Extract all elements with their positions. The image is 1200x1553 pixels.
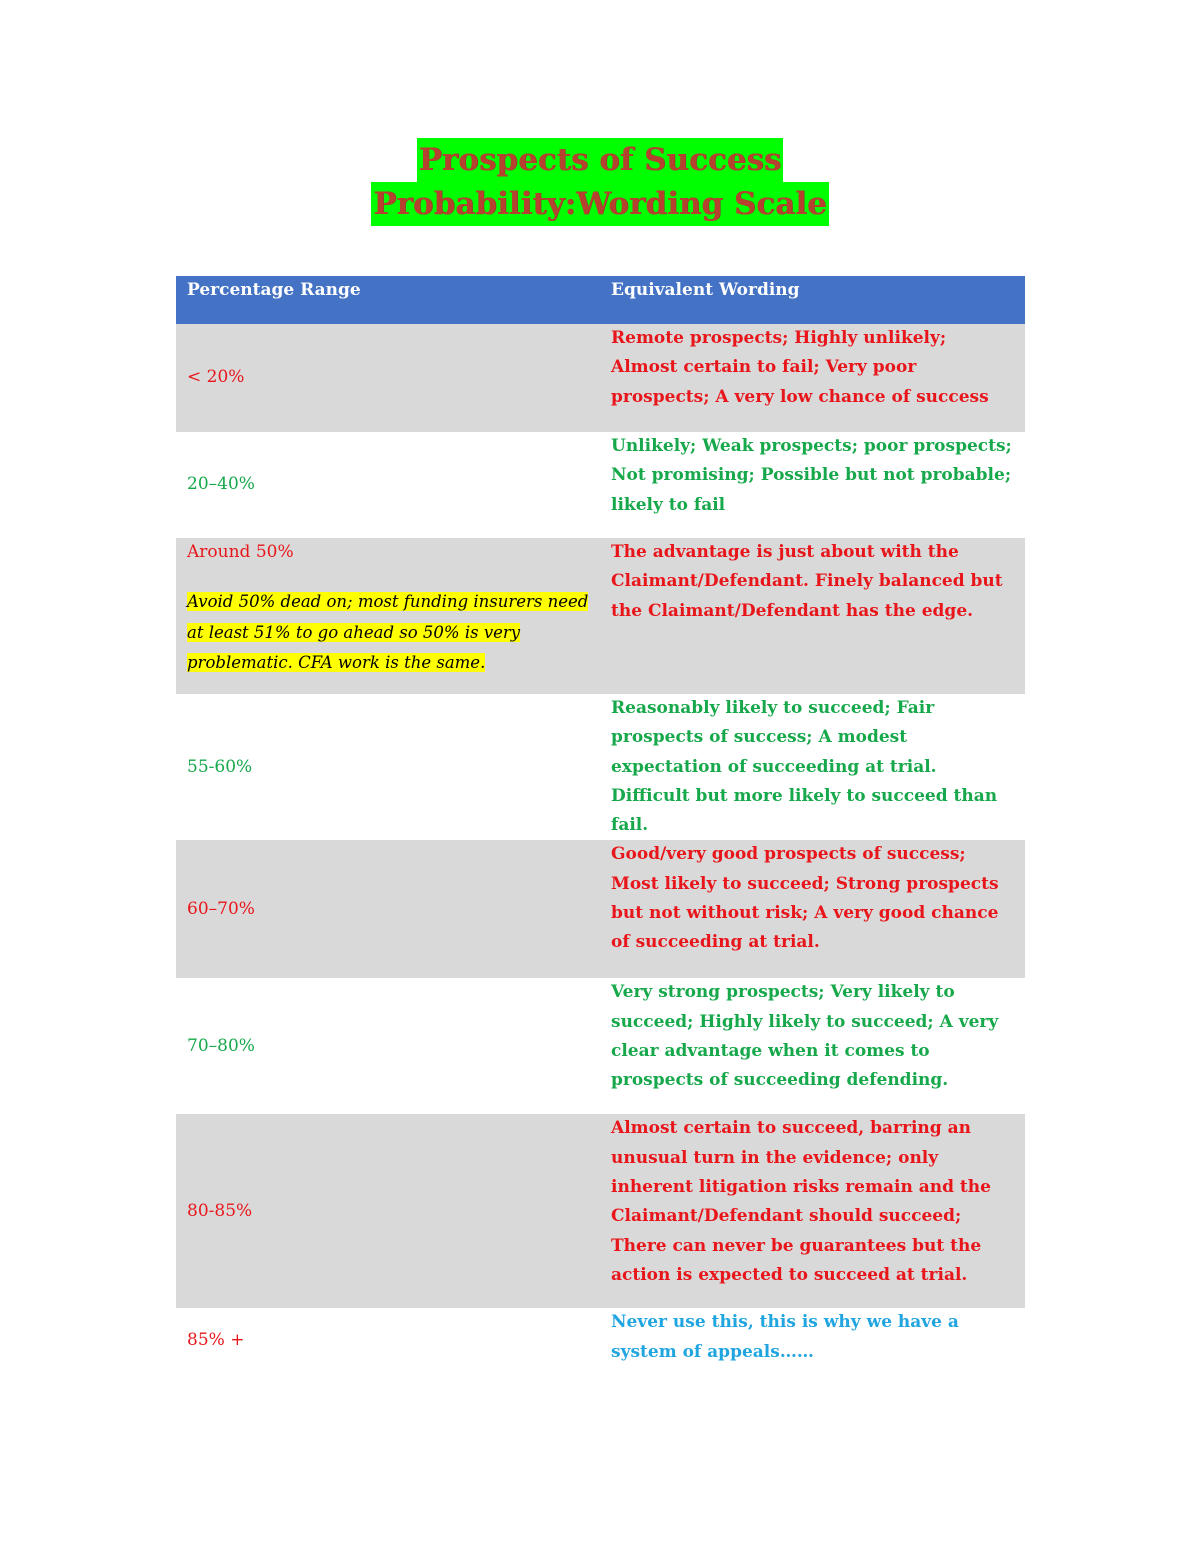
document-title bbox=[0, 138, 1200, 226]
wording-cell: Reasonably likely to succeed; Fair prospects of success; A modest expectation of succeeding at trial. Difficult but more likely to succeed than fail. bbox=[611, 698, 998, 836]
range-cell: < 20% bbox=[176, 324, 600, 432]
range-cell: 20–40% bbox=[187, 474, 255, 495]
title-line-1: Prospects of Success bbox=[417, 138, 784, 182]
range-cell: 60–70% bbox=[176, 840, 600, 978]
table-row bbox=[176, 1114, 1025, 1308]
header-percentage-range: Percentage Range bbox=[176, 276, 600, 324]
wording-cell: The advantage is just about with the Claimant/Defendant. Finely balanced but the Claimant/Defendant has the edge. bbox=[600, 538, 1025, 694]
funding-note: Avoid 50% dead on; most funding insurers need at least 51% to go ahead so 50% is very problematic. CFA work is the same. bbox=[187, 592, 589, 672]
wording-cell: Good/very good prospects of success; Most likely to succeed; Strong prospects but not without risk; A very good chance of succeeding at trial. bbox=[600, 840, 1025, 978]
table-row bbox=[176, 538, 1025, 694]
table-row bbox=[176, 1308, 1025, 1372]
wording-cell: Very strong prospects; Very likely to succeed; Highly likely to succeed; A very clear advantage when it comes to prospects of succeeding defending. bbox=[611, 982, 999, 1091]
title-line-2: Probability:Wording Scale bbox=[371, 182, 828, 226]
wording-scale-table bbox=[176, 276, 1025, 1372]
table-row bbox=[176, 840, 1025, 978]
range-label: Around 50% bbox=[187, 542, 294, 562]
table-row bbox=[176, 432, 1025, 538]
range-cell bbox=[176, 538, 600, 694]
table-row bbox=[176, 694, 1025, 840]
wording-cell: Unlikely; Weak prospects; poor prospects; Not promising; Possible but not probable; likely to fail bbox=[611, 436, 1012, 515]
wording-cell: Remote prospects; Highly unlikely; Almost certain to fail; Very poor prospects; A very low chance of success bbox=[600, 324, 1025, 432]
table-header-row bbox=[176, 276, 1025, 324]
header-equivalent-wording: Equivalent Wording bbox=[600, 276, 1025, 324]
range-cell: 85% + bbox=[187, 1329, 245, 1350]
range-cell: 70–80% bbox=[187, 1035, 255, 1056]
table-row bbox=[176, 978, 1025, 1114]
wording-cell: Never use this, this is why we have a system of appeals…… bbox=[611, 1312, 959, 1362]
table-row bbox=[176, 324, 1025, 432]
range-cell: 80-85% bbox=[176, 1114, 600, 1308]
wording-cell: Almost certain to succeed, barring an unusual turn in the evidence; only inherent litigation risks remain and the Claimant/Defendant should succeed; There can never be guarantees but the action is expected to succeed at trial. bbox=[600, 1114, 1025, 1308]
range-cell: 55-60% bbox=[187, 756, 253, 777]
